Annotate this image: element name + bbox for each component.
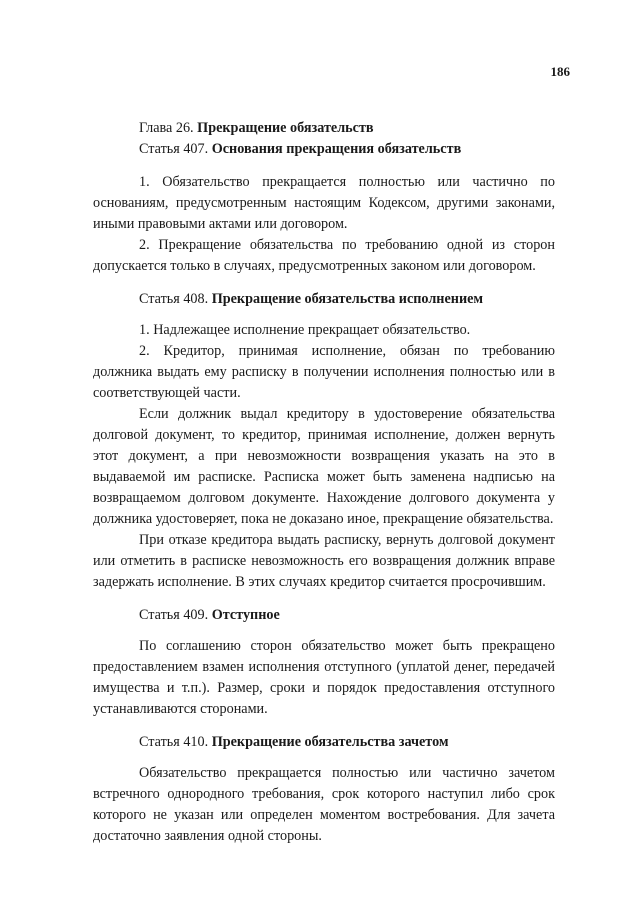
paragraph: Если должник выдал кредитору в удостоверение обязательства долговой документ, то кредитор, принимая исполнение, должен вернуть этот документ, а при невозможности возвращения указать на это в выдаваемой им расписке. Расписка может быть заменена надписью на возвращаемом долговом документе. Нахождение долгового документа у должника удостоверяет, пока не доказано иное, прекращение обязательства. — [93, 406, 555, 527]
paragraph: 2. Кредитор, принимая исполнение, обязан по требованию должника выдать ему расписку в получении исполнения полностью или в соответствующей части. — [93, 343, 555, 401]
paragraph: 1. Обязательство прекращается полностью или частично по основаниям, предусмотренным настоящим Кодексом, другими законами, иными правовыми актами или договором. — [93, 174, 555, 232]
chapter-title: Прекращение обязательств — [197, 120, 374, 136]
chapter-prefix: Глава 26. — [139, 120, 194, 136]
article-title: Отступное — [211, 607, 280, 623]
article-prefix: Статья 410. — [139, 734, 209, 750]
paragraph: Обязательство прекращается полностью или частично зачетом встречного однородного требования, срок которого наступил либо срок которого не указан или определен моментом востребования. Для зачета достаточно заявления одной стороны. — [93, 765, 555, 844]
article-title: Основания прекращения обязательств — [211, 141, 462, 157]
chapter-heading — [93, 118, 555, 139]
page-number: 186 — [550, 64, 570, 79]
article-heading — [93, 732, 555, 753]
article-heading — [93, 139, 555, 160]
article-heading — [93, 605, 555, 626]
paragraph: 2. Прекращение обязательства по требованию одной из сторон допускается только в случаях, предусмотренных законом или договором. — [93, 237, 555, 274]
article-heading — [93, 289, 555, 310]
paragraph: По соглашению сторон обязательство может быть прекращено предоставлением взамен исполнения отступного (уплатой денег, передачей имущества и т.п.). Размер, сроки и порядок предоставления отступного устанавливаются сторонами. — [93, 638, 555, 717]
article-prefix: Статья 407. — [139, 141, 209, 157]
paragraph: 1. Надлежащее исполнение прекращает обязательство. — [139, 322, 471, 338]
article-prefix: Статья 408. — [139, 291, 209, 307]
article-title: Прекращение обязательства исполнением — [211, 291, 484, 307]
article-title: Прекращение обязательства зачетом — [211, 734, 449, 750]
article-prefix: Статья 409. — [139, 607, 209, 623]
document-body — [93, 118, 555, 847]
paragraph: При отказе кредитора выдать расписку, вернуть долговой документ или отметить в расписке невозможность его возвращения должник вправе задержать исполнение. В этих случаях кредитор считается просрочившим. — [93, 532, 555, 590]
